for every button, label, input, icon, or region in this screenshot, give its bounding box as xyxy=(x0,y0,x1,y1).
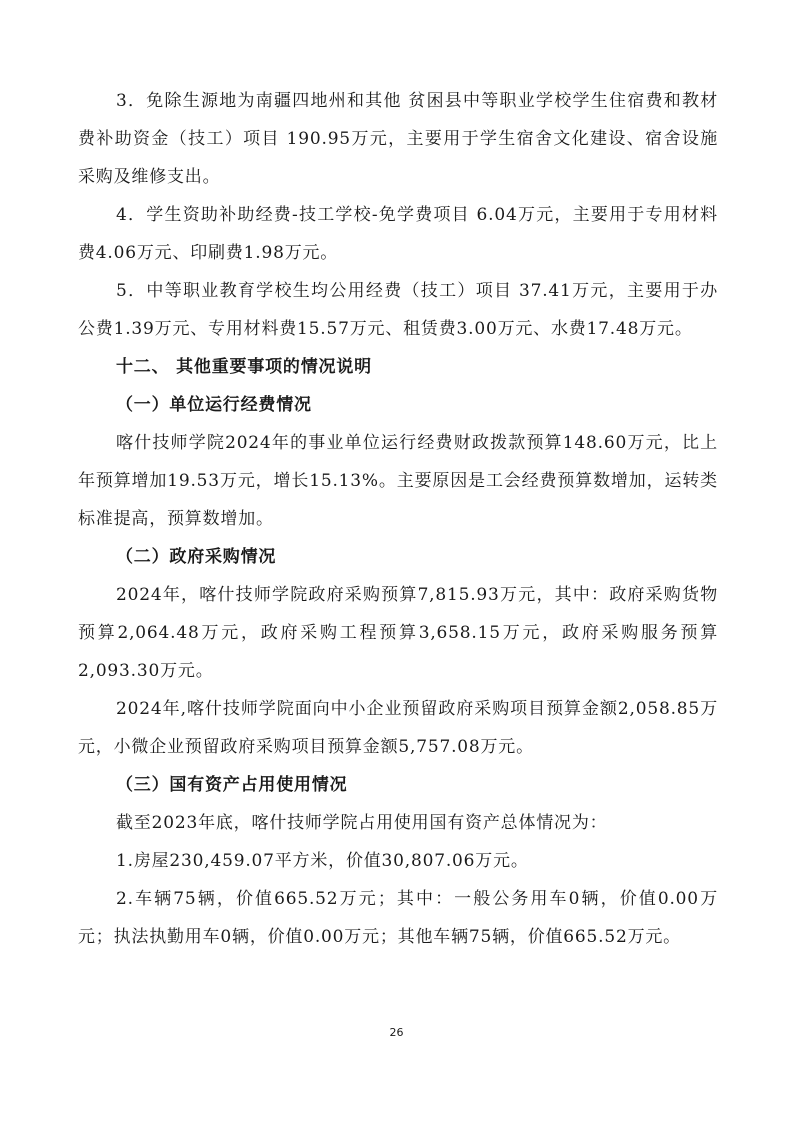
paragraph-assets-intro: 截至2023年底，喀什技师学院占用使用国有资产总体情况为： xyxy=(116,813,608,833)
subsection-heading-state-assets: （三）国有资产占用使用情况 xyxy=(116,775,348,795)
paragraph-item-5: 5．中等职业教育学校生均公用经费（技工）项目 37.41万元，主要用于办公费1.39万元、专用材料费15.57万元、租赁费3.00万元、水费17.48万元。 xyxy=(78,281,718,339)
paragraph-assets-vehicles: 2.车辆75辆，价值665.52万元；其中：一般公务用车0辆，价值0.00万元；执法执勤用车0辆，价值0.00万元；其他车辆75辆，价值665.52万元。 xyxy=(78,889,718,947)
paragraph-item-3: 3．免除生源地为南疆四地州和其他 贫困县中等职业学校学生住宿费和教材费补助资金（技工）项目 190.95万元，主要用于学生宿舍文化建设、宿舍设施采购及维修支出。 xyxy=(78,91,718,187)
page-number: 26 xyxy=(389,1026,404,1039)
paragraph-operating-funds: 喀什技师学院2024年的事业单位运行经费财政拨款预算148.60万元，比上年预算增加19.53万元，增长15.13%。主要原因是工会经费预算数增加，运转类标准提高，预算数增加。 xyxy=(78,433,718,529)
section-heading-12: 十二、 其他重要事项的情况说明 xyxy=(116,357,372,377)
subsection-heading-procurement: （二）政府采购情况 xyxy=(116,547,277,567)
paragraph-item-4: 4．学生资助补助经费-技工学校-免学费项目 6.04万元，主要用于专用材料费4.06万元、印刷费1.98万元。 xyxy=(78,205,718,263)
paragraph-procurement-budget: 2024年，喀什技师学院政府采购预算7,815.93万元，其中：政府采购货物预算2,064.48万元，政府采购工程预算3,658.15万元，政府采购服务预算2,093.30万元。 xyxy=(78,585,718,681)
paragraph-sme-reserved: 2024年,喀什技师学院面向中小企业预留政府采购项目预算金额2,058.85万元，小微企业预留政府采购项目预算金额5,757.08万元。 xyxy=(78,699,718,757)
subsection-heading-operating-funds: （一）单位运行经费情况 xyxy=(116,395,312,415)
paragraph-assets-buildings: 1.房屋230,459.07平方米，价值30,807.06万元。 xyxy=(116,851,529,871)
document-body xyxy=(78,82,718,956)
